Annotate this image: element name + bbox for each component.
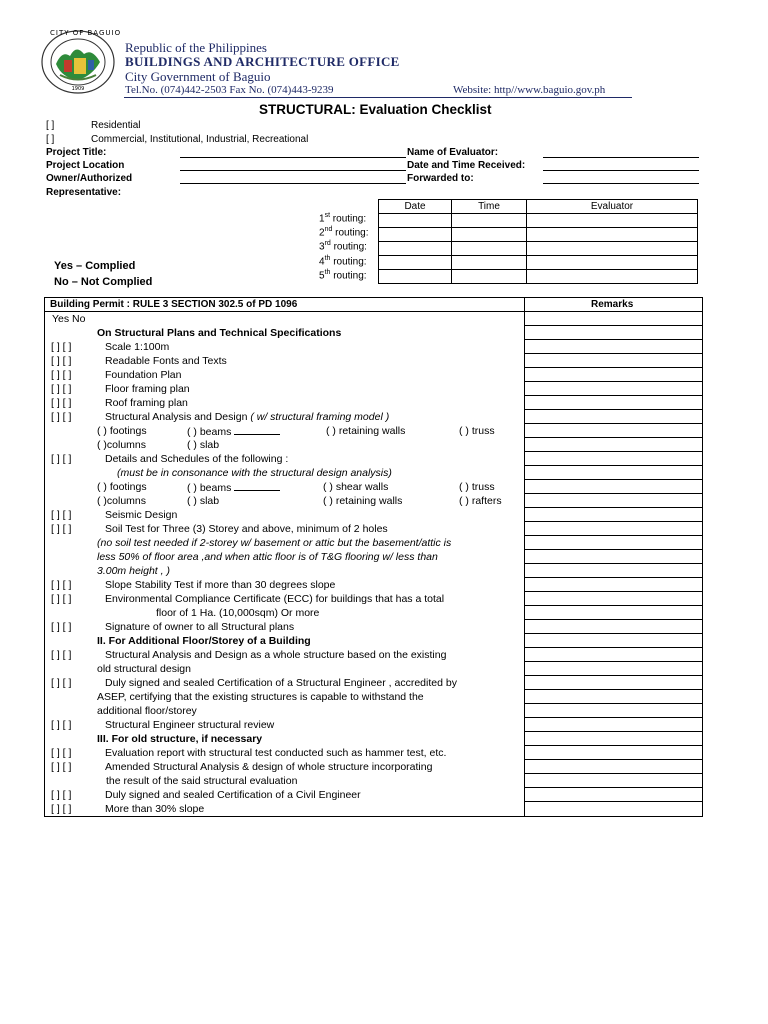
remarks-line bbox=[524, 367, 702, 368]
yes-no-checkbox[interactable]: [ ] [ ] bbox=[51, 593, 72, 605]
option-slab-2[interactable]: ( ) slab bbox=[187, 495, 220, 507]
yes-no-checkbox[interactable]: [ ] [ ] bbox=[51, 719, 72, 731]
list-item: [ ] [ ] More than 30% slope bbox=[51, 803, 205, 815]
project-location-label: Project Location bbox=[46, 160, 125, 171]
yes-no-checkbox[interactable]: [ ] [ ] bbox=[51, 677, 72, 689]
remarks-line bbox=[524, 801, 702, 802]
routing-cell[interactable] bbox=[527, 256, 698, 270]
representative-label: Representative: bbox=[46, 187, 122, 198]
date-received-field[interactable] bbox=[543, 170, 699, 171]
seal-caption: CITY OF BAGUIO bbox=[50, 29, 122, 37]
routing-cell[interactable] bbox=[379, 242, 452, 256]
routing-table bbox=[378, 199, 698, 284]
option-shear-walls[interactable]: ( ) shear walls bbox=[323, 481, 389, 493]
list-item: [ ] [ ] Floor framing plan bbox=[51, 383, 190, 395]
routing-cell[interactable] bbox=[527, 228, 698, 242]
option-retaining-walls-2[interactable]: ( ) retaining walls bbox=[323, 495, 403, 507]
remarks-line bbox=[524, 675, 702, 676]
remarks-line bbox=[524, 647, 702, 648]
list-item: [ ] [ ] Amended Structural Analysis & design of whole structure incorporating bbox=[51, 761, 433, 773]
soil-note-2: less 50% of floor area ,and when attic floor is of T&G flooring w/ less than bbox=[97, 551, 438, 563]
residential-label: Residential bbox=[91, 120, 141, 131]
header-divider bbox=[124, 97, 632, 98]
remarks-line bbox=[524, 451, 702, 452]
commercial-checkbox[interactable]: [ ] bbox=[46, 134, 55, 145]
routing-cell[interactable] bbox=[379, 256, 452, 270]
remarks-line bbox=[524, 493, 702, 494]
remarks-line bbox=[524, 423, 702, 424]
list-item: [ ] [ ] Duly signed and sealed Certification of a Structural Engineer , accredited by bbox=[51, 677, 457, 689]
yes-no-checkbox[interactable]: [ ] [ ] bbox=[51, 789, 72, 801]
list-item: [ ] [ ] Structural Analysis and Design ( w/ structural framing model ) bbox=[51, 411, 390, 423]
option-columns-2[interactable]: ( )columns bbox=[97, 495, 147, 507]
routing-label-2: 2nd routing: bbox=[319, 226, 369, 239]
list-item: [ ] [ ] Readable Fonts and Texts bbox=[51, 355, 227, 367]
soil-note-3: 3.00m height , ) bbox=[97, 565, 170, 577]
remarks-line bbox=[524, 409, 702, 410]
option-slab[interactable]: ( ) slab bbox=[187, 439, 220, 451]
list-item: [ ] [ ] Soil Test for Three (3) Storey and above, minimum of 2 holes bbox=[51, 523, 388, 535]
list-item: [ ] [ ] Evaluation report with structural test conducted such as hammer test, etc. bbox=[51, 747, 447, 759]
yes-no-checkbox[interactable]: [ ] [ ] bbox=[51, 383, 72, 395]
evaluator-field[interactable] bbox=[543, 157, 699, 158]
office-name: BUILDINGS AND ARCHITECTURE OFFICE bbox=[125, 54, 400, 69]
yes-no-checkbox[interactable]: [ ] [ ] bbox=[51, 761, 72, 773]
yes-no-header: Yes No bbox=[52, 313, 86, 325]
evaluator-label: Name of Evaluator: bbox=[407, 147, 499, 158]
checklist-header-line bbox=[44, 311, 702, 312]
remarks-line bbox=[524, 577, 702, 578]
legend-no: No – Not Complied bbox=[54, 276, 153, 288]
routing-cell[interactable] bbox=[452, 214, 527, 228]
remarks-line bbox=[524, 353, 702, 354]
routing-header-evaluator: Evaluator bbox=[527, 200, 698, 214]
remarks-line bbox=[524, 507, 702, 508]
commercial-label: Commercial, Institutional, Industrial, Recreational bbox=[91, 134, 309, 145]
remarks-line bbox=[524, 689, 702, 690]
city-government: City Government of Baguio bbox=[125, 69, 271, 84]
remarks-line bbox=[524, 605, 702, 606]
remarks-header: Remarks bbox=[591, 299, 634, 310]
list-item: [ ] [ ] Seismic Design bbox=[51, 509, 178, 521]
remarks-line bbox=[524, 619, 702, 620]
yes-no-checkbox[interactable]: [ ] [ ] bbox=[51, 341, 72, 353]
routing-cell[interactable] bbox=[527, 242, 698, 256]
remarks-line bbox=[524, 731, 702, 732]
remarks-line bbox=[524, 479, 702, 480]
contact-info: Tel.No. (074)442-2503 Fax No. (074)443-9239 bbox=[125, 84, 334, 96]
remarks-line bbox=[524, 395, 702, 396]
whole-continued: old structural design bbox=[97, 663, 191, 675]
remarks-line bbox=[524, 381, 702, 382]
remarks-line bbox=[524, 633, 702, 634]
owner-field[interactable] bbox=[180, 183, 406, 184]
option-footings-2[interactable]: ( ) footings bbox=[97, 481, 147, 493]
remarks-line bbox=[524, 591, 702, 592]
yes-no-checkbox[interactable]: [ ] [ ] bbox=[51, 523, 72, 535]
section-structural-plans: On Structural Plans and Technical Specifications bbox=[97, 327, 342, 339]
routing-cell[interactable] bbox=[452, 270, 527, 284]
cert-continued-1: ASEP, certifying that the existing structures is capable to withstand the bbox=[97, 691, 424, 703]
seal-year: 1909 bbox=[71, 86, 85, 92]
checklist-header: Building Permit : RULE 3 SECTION 302.5 of PD 1096 bbox=[50, 299, 298, 310]
yes-no-checkbox[interactable]: [ ] [ ] bbox=[51, 453, 72, 465]
website: Website: http//www.baguio.gov.ph bbox=[453, 84, 606, 96]
list-item: [ ] [ ] Scale 1:100m bbox=[51, 341, 170, 353]
routing-cell[interactable] bbox=[527, 270, 698, 284]
yes-no-checkbox[interactable]: [ ] [ ] bbox=[51, 579, 72, 591]
remarks-line bbox=[524, 521, 702, 522]
forwarded-field[interactable] bbox=[543, 183, 699, 184]
routing-cell[interactable] bbox=[379, 270, 452, 284]
soil-note-1: (no soil test needed if 2-storey w/ basement or attic but the basement/attic is bbox=[97, 537, 452, 549]
remarks-line bbox=[524, 465, 702, 466]
yes-no-checkbox[interactable]: [ ] [ ] bbox=[51, 509, 72, 521]
remarks-line bbox=[524, 549, 702, 550]
city-seal-logo bbox=[40, 30, 116, 94]
yes-no-checkbox[interactable]: [ ] [ ] bbox=[51, 649, 72, 661]
date-received-label: Date and Time Received: bbox=[407, 160, 526, 171]
remarks-line bbox=[524, 325, 702, 326]
remarks-line bbox=[524, 339, 702, 340]
yes-no-checkbox[interactable]: [ ] [ ] bbox=[51, 747, 72, 759]
option-truss[interactable]: ( ) truss bbox=[459, 425, 495, 437]
forwarded-label: Forwarded to: bbox=[407, 173, 474, 184]
republic-line: Republic of the Philippines bbox=[125, 40, 267, 55]
list-item: [ ] [ ] Signature of owner to all Structural plans bbox=[51, 621, 295, 633]
option-beams-2[interactable]: ( ) beams bbox=[187, 481, 280, 494]
yes-no-checkbox[interactable]: [ ] [ ] bbox=[51, 397, 72, 409]
remarks-line bbox=[524, 703, 702, 704]
remarks-line bbox=[524, 437, 702, 438]
routing-cell[interactable] bbox=[452, 256, 527, 270]
cert-continued-2: additional floor/storey bbox=[97, 705, 197, 717]
project-title-field[interactable] bbox=[180, 157, 406, 158]
option-retaining-walls[interactable]: ( ) retaining walls bbox=[326, 425, 406, 437]
residential-checkbox[interactable]: [ ] bbox=[46, 120, 55, 131]
list-item: [ ] [ ] Roof framing plan bbox=[51, 397, 188, 409]
list-item: [ ] [ ] Structural Analysis and Design as a whole structure based on the existing bbox=[51, 649, 447, 661]
project-location-field[interactable] bbox=[180, 170, 406, 171]
section-additional-floor: II. For Additional Floor/Storey of a Building bbox=[97, 635, 311, 647]
list-item: [ ] [ ] Slope Stability Test if more than 30 degrees slope bbox=[51, 579, 336, 591]
remarks-line bbox=[524, 745, 702, 746]
remarks-line bbox=[524, 787, 702, 788]
remarks-line bbox=[524, 759, 702, 760]
option-truss-2[interactable]: ( ) truss bbox=[459, 481, 495, 493]
yes-no-checkbox[interactable]: [ ] [ ] bbox=[51, 355, 72, 367]
routing-cell[interactable] bbox=[379, 228, 452, 242]
list-item: [ ] [ ] Duly signed and sealed Certification of a Civil Engineer bbox=[51, 789, 361, 801]
ecc-continued: floor of 1 Ha. (10,000sqm) Or more bbox=[156, 607, 320, 619]
remarks-line bbox=[524, 661, 702, 662]
details-note: (must be in consonance with the structural design analysis) bbox=[117, 467, 392, 479]
option-rafters[interactable]: ( ) rafters bbox=[459, 495, 502, 507]
yes-no-checkbox[interactable]: [ ] [ ] bbox=[51, 369, 72, 381]
routing-header-date: Date bbox=[379, 200, 452, 214]
routing-label-1: 1st routing: bbox=[319, 212, 367, 225]
yes-no-checkbox[interactable]: [ ] [ ] bbox=[51, 411, 72, 423]
list-item: [ ] [ ] Details and Schedules of the following : bbox=[51, 453, 289, 465]
remarks-line bbox=[524, 535, 702, 536]
option-columns[interactable]: ( )columns bbox=[97, 439, 147, 451]
remarks-line bbox=[524, 773, 702, 774]
list-item: [ ] [ ] Foundation Plan bbox=[51, 369, 182, 381]
option-footings[interactable]: ( ) footings bbox=[97, 425, 147, 437]
routing-cell[interactable] bbox=[452, 242, 527, 256]
list-item: [ ] [ ] Structural Engineer structural review bbox=[51, 719, 275, 731]
routing-label-4: 4th routing: bbox=[319, 255, 367, 268]
section-old-structure: III. For old structure, if necessary bbox=[97, 733, 263, 745]
document-title: STRUCTURAL: Evaluation Checklist bbox=[259, 102, 492, 117]
routing-cell[interactable] bbox=[527, 214, 698, 228]
routing-cell[interactable] bbox=[452, 228, 527, 242]
list-item: [ ] [ ] Environmental Compliance Certificate (ECC) for buildings that has a total bbox=[51, 593, 445, 605]
remarks-line bbox=[524, 717, 702, 718]
routing-label-5: 5th routing: bbox=[319, 269, 367, 282]
project-title-label: Project Title: bbox=[46, 147, 107, 158]
owner-label: Owner/Authorized bbox=[46, 173, 133, 184]
remarks-divider bbox=[524, 297, 525, 816]
amended-continued: the result of the said structural evaluation bbox=[106, 775, 298, 787]
yes-no-checkbox[interactable]: [ ] [ ] bbox=[51, 803, 72, 815]
legend-yes: Yes – Complied bbox=[54, 260, 136, 272]
routing-header-time: Time bbox=[452, 200, 527, 214]
routing-cell[interactable] bbox=[379, 214, 452, 228]
yes-no-checkbox[interactable]: [ ] [ ] bbox=[51, 621, 72, 633]
option-beams[interactable]: ( ) beams bbox=[187, 425, 280, 438]
routing-label-3: 3rd routing: bbox=[319, 240, 367, 253]
remarks-line bbox=[524, 563, 702, 564]
